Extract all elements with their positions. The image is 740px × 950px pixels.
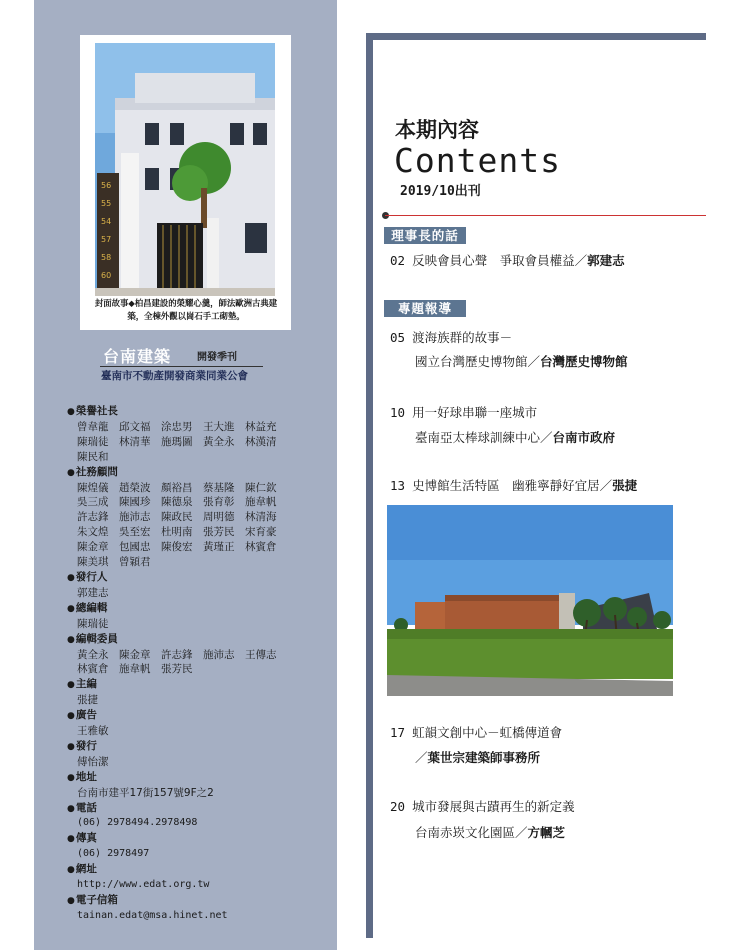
staff-group-title: ● 編輯委員 <box>67 632 327 648</box>
staff-group-title: ● 社務顧問 <box>67 465 327 481</box>
association-name: 臺南市不動產開發商業同業公會 <box>101 370 248 382</box>
staff-names: 朱文煌 吳至宏 杜明南 張芳民 宋育豪 <box>77 526 277 539</box>
staff-group <box>67 601 327 632</box>
toc-item-subtitle: 國立台灣歷史博物館／ <box>415 354 541 369</box>
staff-names: 黃全永 陳金章 許志鋒 施沛志 王傳志 <box>77 648 277 661</box>
toc-page-number: 20 <box>390 799 406 814</box>
toc-page-number: 02 <box>390 253 406 268</box>
toc-item[interactable] <box>390 476 637 494</box>
cover-story-card <box>80 35 291 330</box>
staff-group <box>67 739 327 770</box>
email-link[interactable]: tainan.edat@msa.hinet.net <box>77 909 228 921</box>
staff-names: 曾韋龍 邱文福 涂忠男 王大進 林益充 <box>77 420 277 433</box>
svg-text:56: 56 <box>101 181 112 190</box>
toc-item[interactable] <box>390 328 512 346</box>
staff-names: 張捷 <box>77 694 98 707</box>
website-link[interactable]: http://www.edat.org.tw <box>77 879 210 891</box>
toc-item-title: 渡海族群的故事－ <box>412 330 513 345</box>
staff-group-title: ● 地址 <box>67 770 327 786</box>
toc-item-line2 <box>415 428 615 446</box>
contents-title-en: Contents <box>394 141 561 180</box>
staff-group <box>67 632 327 678</box>
staff-group <box>67 862 327 893</box>
section-tag-chairman: 理事長的話 <box>384 227 466 244</box>
staff-group <box>67 801 327 832</box>
toc-item-subtitle: 台南赤崁文化園區／ <box>415 825 528 840</box>
staff-group-title: ● 電子信箱 <box>67 893 327 909</box>
magazine-type: 開發季刊 <box>197 352 237 363</box>
toc-item-author: 郭建志 <box>587 253 625 268</box>
staff-group <box>67 677 327 708</box>
toc-item-title: 虹韻文創中心－虹橋傳道會 <box>412 725 563 740</box>
staff-names: 陳美琪 曾穎君 <box>77 556 151 569</box>
toc-page-number: 17 <box>390 725 406 740</box>
magazine-name: 台南建築 <box>103 347 172 366</box>
staff-names: 陳煌儀 趙榮波 顏裕昌 蔡基隆 陳仁欽 <box>77 481 277 494</box>
toc-item-title: 反映會員心聲 爭取會員權益／ <box>412 253 588 268</box>
toc-item-subtitle: 臺南亞太棒球訓練中心／ <box>415 430 553 445</box>
toc-item-author: 台灣歷史博物館 <box>540 354 628 369</box>
staff-group <box>67 404 327 465</box>
staff-names: 郭建志 <box>77 586 109 599</box>
staff-names: 傅怡潔 <box>77 755 109 768</box>
staff-names: 陳瑞徒 林清華 施瑪圖 黃全永 林漢清 <box>77 435 277 448</box>
fax-number: (06) 2978497 <box>77 848 150 860</box>
toc-item[interactable] <box>390 723 562 741</box>
staff-group <box>67 770 327 801</box>
staff-group <box>67 831 327 862</box>
staff-names: 許志鋒 施沛志 陳政民 周明德 林清海 <box>77 511 277 524</box>
svg-text:54: 54 <box>101 217 112 226</box>
toc-item-title: 用一好球串聯一座城市 <box>412 405 538 420</box>
staff-names: 陳民和 <box>77 450 109 463</box>
svg-text:55: 55 <box>101 199 112 208</box>
toc-page-number: 05 <box>390 330 406 345</box>
issue-date: 2019/10出刊 <box>400 184 481 199</box>
toc-page-number: 13 <box>390 478 406 493</box>
cover-caption: 封面故事◆柏昌建設的榮耀心羹，師法歐洲古典建築，全棟外觀以崗石手工砌墊。 <box>94 298 278 321</box>
svg-text:58: 58 <box>101 253 112 262</box>
toc-item-subtitle: ／ <box>415 750 428 765</box>
svg-text:57: 57 <box>101 235 112 244</box>
staff-names: 吳三成 陳國珍 陳德泉 張育彰 施韋帆 <box>77 496 277 509</box>
cover-building-photo <box>95 43 275 296</box>
staff-names: 陳瑞徒 <box>77 617 109 630</box>
toc-item-title: 史博館生活特區 幽雅寧靜好宜居／ <box>412 478 613 493</box>
contents-title-zh: 本期內容 <box>395 118 479 142</box>
staff-group <box>67 708 327 739</box>
toc-item-line2 <box>415 823 565 841</box>
toc-item[interactable] <box>390 797 575 815</box>
staff-group <box>67 893 327 924</box>
staff-group <box>67 465 327 570</box>
toc-item-author: 台南市政府 <box>552 430 616 445</box>
museum-photo <box>387 505 673 696</box>
toc-item-author: 張捷 <box>612 478 638 493</box>
title-divider <box>100 366 263 367</box>
svg-text:60: 60 <box>101 271 112 280</box>
staff-list <box>67 404 327 924</box>
toc-item-author: 方幗芝 <box>527 825 566 840</box>
contents-divider <box>385 215 706 216</box>
address-text: 台南市建平17街157號9F之2 <box>77 786 214 799</box>
toc-item-line2 <box>415 352 628 370</box>
staff-group <box>67 570 327 601</box>
toc-item[interactable] <box>390 251 625 269</box>
staff-names: 陳金章 包國忠 陳俊宏 黃瑾正 林賓倉 <box>77 541 277 554</box>
phone-number: (06) 2978494.2978498 <box>77 817 198 829</box>
toc-item-title: 城市發展與古蹟再生的新定義 <box>412 799 575 814</box>
staff-names: 林賓倉 施韋帆 張芳民 <box>77 663 193 676</box>
staff-group-title: ● 電話 <box>67 801 327 817</box>
staff-group-title: ● 傳真 <box>67 831 327 847</box>
toc-item[interactable] <box>390 403 537 421</box>
staff-group-title: ● 網址 <box>67 862 327 878</box>
staff-group-title: ● 總編輯 <box>67 601 327 617</box>
staff-group-title: ● 發行人 <box>67 570 327 586</box>
staff-group-title: ● 發行 <box>67 739 327 755</box>
toc-page-number: 10 <box>390 405 406 420</box>
toc-item-line2 <box>415 748 540 766</box>
section-tag-feature: 專題報導 <box>384 300 466 317</box>
staff-group-title: ● 主編 <box>67 677 327 693</box>
staff-names: 王雅敏 <box>77 725 109 738</box>
staff-group-title: ● 榮譽社長 <box>67 404 327 420</box>
toc-item-author: 葉世宗建築師事務所 <box>427 750 541 765</box>
staff-group-title: ● 廣告 <box>67 708 327 724</box>
